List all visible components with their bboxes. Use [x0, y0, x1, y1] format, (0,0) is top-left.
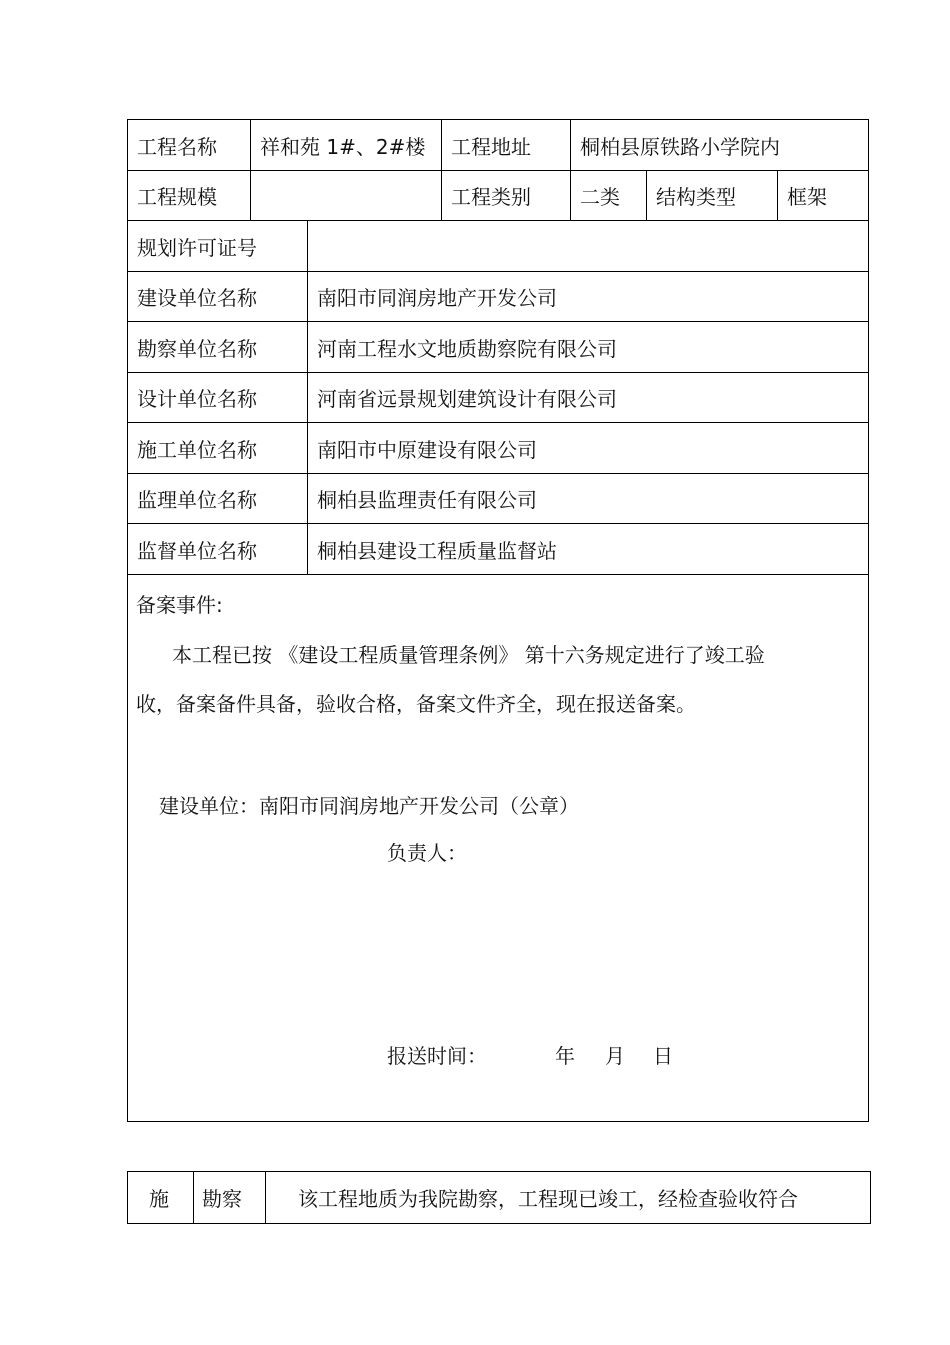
table-row	[128, 120, 869, 171]
survey-opinion-text: 该工程地质为我院勘察，工程现已竣工，经检查验收符合	[266, 1172, 871, 1224]
month-label: 月	[605, 1044, 625, 1068]
filing-paragraph-line1: 本工程已按 《建设工程质量管理条例》 第十六务规定进行了竣工验	[172, 643, 765, 667]
table-row	[128, 423, 869, 474]
row-label: 设计单位名称	[128, 373, 308, 423]
project-scale-label: 工程规模	[128, 171, 251, 221]
acceptance-opinion-table	[127, 1171, 871, 1224]
row-value: 桐柏县监理责任有限公司	[308, 474, 869, 524]
table-row	[128, 272, 869, 322]
row-label: 监理单位名称	[128, 474, 308, 524]
project-name-label: 工程名称	[128, 120, 251, 171]
table-row	[128, 474, 869, 524]
table-row	[128, 1172, 871, 1224]
filing-matter-cell	[128, 575, 869, 1122]
project-address-value: 桐柏县原铁路小学院内	[571, 120, 869, 171]
row-label: 监督单位名称	[128, 524, 308, 575]
row-value: 南阳市中原建设有限公司	[308, 423, 869, 474]
table-row	[128, 373, 869, 423]
construction-label: 施	[128, 1172, 194, 1224]
project-address-label: 工程地址	[442, 120, 571, 171]
planning-permit-label: 规划许可证号	[128, 221, 308, 272]
table-row	[128, 221, 869, 272]
row-value: 河南省远景规划建筑设计有限公司	[308, 373, 869, 423]
filing-paragraph-line2: 收，备案备件具备，验收合格，备案文件齐全，现在报送备案。	[136, 692, 696, 716]
submit-time-label: 报送时间：	[387, 1044, 487, 1068]
builder-seal-line: 建设单位：南阳市同润房地产开发公司（公章）	[159, 794, 579, 818]
project-category-label: 工程类别	[442, 171, 571, 221]
row-label: 勘察单位名称	[128, 322, 308, 373]
year-label: 年	[555, 1044, 575, 1068]
structure-type-label: 结构类型	[647, 171, 778, 221]
day-label: 日	[653, 1044, 673, 1068]
planning-permit-value	[308, 221, 869, 272]
survey-label: 勘察	[194, 1172, 266, 1224]
table-row	[128, 322, 869, 373]
row-value: 桐柏县建设工程质量监督站	[308, 524, 869, 575]
table-row	[128, 171, 869, 221]
row-value: 南阳市同润房地产开发公司	[308, 272, 869, 322]
project-category-value: 二类	[571, 171, 647, 221]
project-scale-value	[251, 171, 442, 221]
filing-form-table	[127, 119, 869, 1122]
table-row	[128, 575, 869, 1122]
project-name-value: 祥和苑 1#、2#楼	[251, 120, 442, 171]
row-label: 建设单位名称	[128, 272, 308, 322]
row-value: 河南工程水文地质勘察院有限公司	[308, 322, 869, 373]
structure-type-value: 框架	[778, 171, 869, 221]
filing-heading: 备案事件:	[136, 593, 223, 617]
row-label: 施工单位名称	[128, 423, 308, 474]
table-row	[128, 524, 869, 575]
responsible-person-label: 负责人：	[387, 841, 467, 865]
